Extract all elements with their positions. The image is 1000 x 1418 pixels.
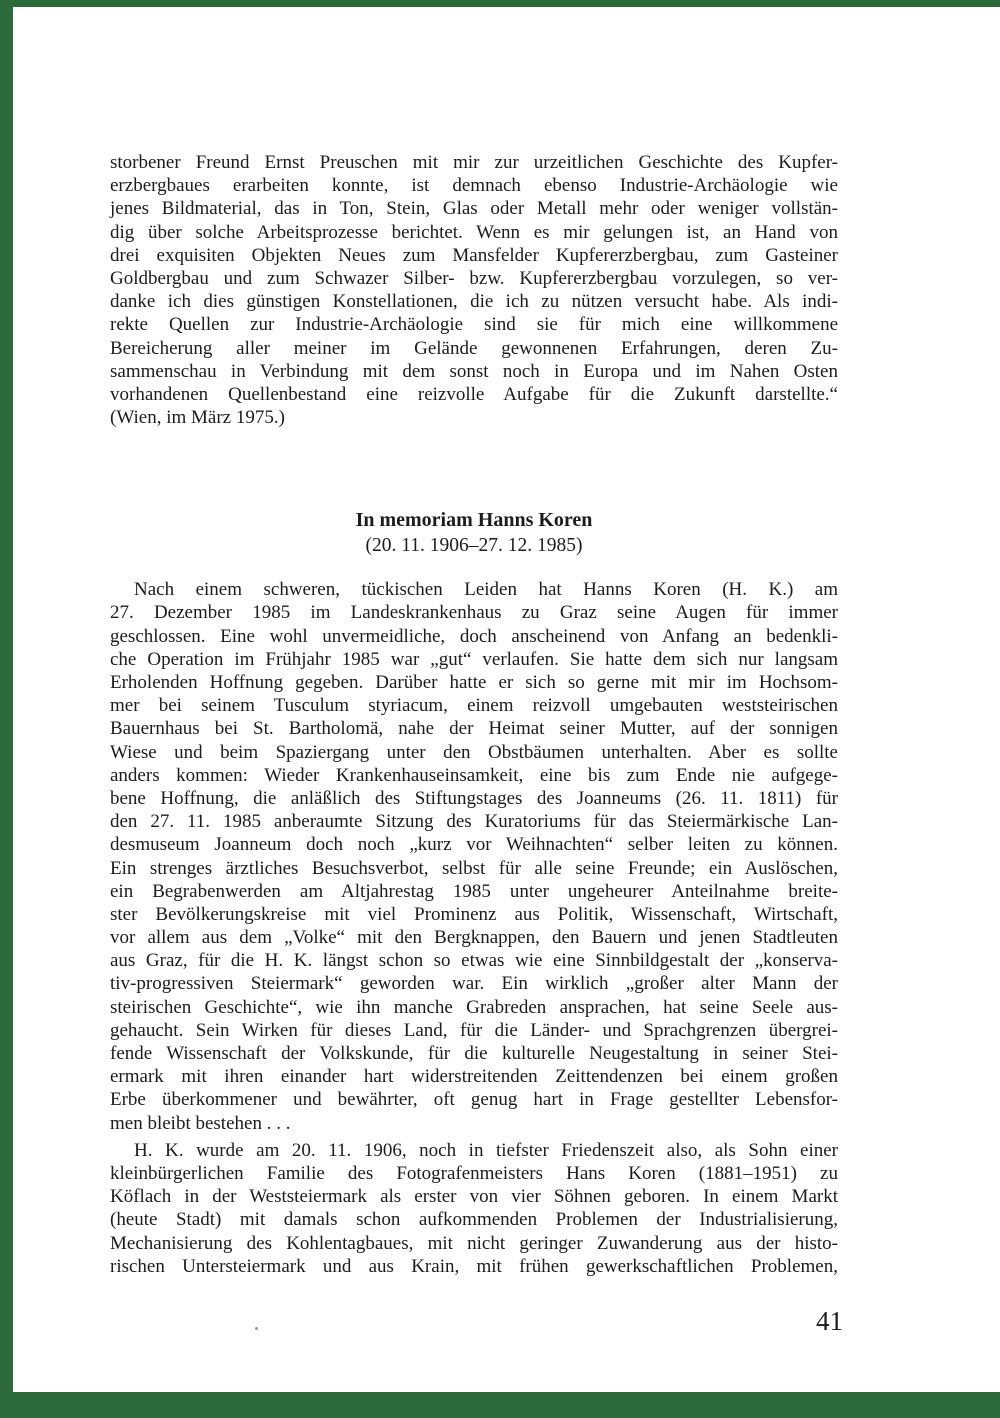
text-line: Nach einem schweren, tückischen Leiden hat Hanns Koren (H. K.) am <box>134 579 838 601</box>
text-line: aus Graz, für die H. K. längst schon so etwas wie eine Sinnbildgestalt der „konserva- <box>110 950 838 972</box>
text-line: danke ich dies günstigen Konstellationen, die ich zu nützen versucht habe. Als indi- <box>110 291 838 313</box>
text-line: (Wien, im März 1975.) <box>110 407 285 429</box>
text-line: Wiese und beim Spaziergang unter den Obstbäumen unterhalten. Aber es sollte <box>110 741 838 763</box>
text-line: ein Begrabenwerden am Altjahrestag 1985 unter ungeheurer Anteilnahme breite- <box>110 880 838 902</box>
text-line: gehaucht. Sein Wirken für dieses Land, für die Länder- und Sprachgrenzen übergrei- <box>110 1019 838 1041</box>
text-line: Erholenden Hoffnung gegeben. Darüber hatte er sich so gerne mit mir im Hochsom- <box>110 672 838 693</box>
text-line: den 27. 11. 1985 anberaumte Sitzung des Kuratoriums für das Steiermärkische Lan- <box>110 811 838 833</box>
page-number: 41 <box>816 1306 843 1336</box>
text-line: Mechanisierung des Kohlentagbaues, mit nicht geringer Zuwanderung aus der histo- <box>110 1232 838 1254</box>
text-line: Goldbergbau und zum Schwazer Silber- bzw. Kupfererzbergbau vorzulegen, so ver- <box>110 267 838 289</box>
text-line: drei exquisiten Objekten Neues zum Mansfelder Kupfererzbergbau, zum Gasteiner <box>110 244 838 266</box>
text-line: bene Hoffnung, die anläßlich des Stiftungstages des Joanneums (26. 11. 1811) für <box>110 787 838 809</box>
text-line: rekte Quellen zur Industrie-Archäologie sind sie für mich eine willkommene <box>110 314 838 336</box>
text-line: Ein strenges ärztliches Besuchsverbot, selbst für alle seine Freunde; ein Auslöschen, <box>110 857 838 879</box>
text-line: (heute Stadt) mit damals schon aufkommenden Problemen der Industrialisierung, <box>110 1209 838 1231</box>
text-line: Bauernhaus bei St. Bartholomä, nahe der Heimat seiner Mutter, auf der sonnigen <box>110 718 838 740</box>
text-line: geschlossen. Eine wohl unvermeidliche, doch anscheinend von Anfang an bedenkli- <box>110 625 838 647</box>
memoriam-dates: (20. 11. 1906–27. 12. 1985) <box>365 535 583 557</box>
text-line: vor allem aus dem „Volke“ mit den Bergknappen, den Bauern und jenen Stadtleuten <box>110 927 838 949</box>
text-line: erzbergbaues erarbeiten konnte, ist demnach ebenso Industrie-Archäologie wie <box>110 175 838 197</box>
text-line: men bleibt bestehen . . . <box>110 1112 291 1134</box>
text-line: sammenschau in Verbindung mit dem sonst noch in Europa und im Nahen Osten <box>110 360 838 382</box>
text-line: kleinbürgerlichen Familie des Fotografenmeisters Hans Koren (1881–1951) zu <box>110 1162 838 1184</box>
memoriam-heading: In memoriam Hanns Koren <box>355 509 593 532</box>
text-line: steirischen Geschichte“, wie ihn manche Grabreden ansprachen, hat seine Seele aus- <box>110 996 838 1018</box>
text-line: tiv-progressiven Steiermark“ geworden war. Ein wirklich „großer alter Mann der <box>110 973 838 995</box>
text-line: Bereicherung aller meiner im Gelände gewonnenen Erfahrungen, deren Zu- <box>110 337 838 359</box>
text-line: vorhandenen Quellenbestand eine reizvolle Aufgabe für die Zukunft darstellte.“ <box>110 383 838 405</box>
text-line: anders kommen: Wieder Krankenhauseinsamkeit, eine bis zum Ende nie aufgege- <box>110 764 838 786</box>
text-line: Köflach in der Weststeiermark als erster von vier Söhnen geboren. In einem Markt <box>110 1186 838 1208</box>
text-line: desmuseum Joanneum doch noch „kurz vor Weihnachten“ selber leiten zu können. <box>110 834 838 856</box>
paragraph-obituary <box>110 578 838 1135</box>
text-line: dig über solche Arbeitsprozesse berichtet. Wenn es mir gelungen ist, an Hand von <box>110 221 838 243</box>
paragraph-continuation <box>110 151 838 429</box>
text-line: jenes Bildmaterial, das in Ton, Stein, Glas oder Metall mehr oder weniger vollstän- <box>110 198 838 220</box>
text-line: mer bei seinem Tusculum styriacum, einem reizvoll umgebauten weststeirischen <box>110 695 838 717</box>
scan-speck <box>255 1327 258 1330</box>
text-line: fende Wissenschaft der Volkskunde, für die kulturelle Neugestaltung in seiner Stei- <box>110 1043 838 1064</box>
text-line: Erbe überkommener und bewährter, oft genug hart in Frage gestellter Lebensfor- <box>110 1089 838 1111</box>
text-line: che Operation im Frühjahr 1985 war „gut“ verlaufen. Sie hatte dem sich nur langsam <box>110 648 838 670</box>
paragraph-biography <box>110 1139 838 1278</box>
text-line: storbener Freund Ernst Preuschen mit mir zur urzeitlichen Geschichte des Kupfer- <box>110 152 838 173</box>
text-line: rischen Untersteiermark und aus Krain, mit frühen gewerkschaftlichen Problemen, <box>110 1255 838 1277</box>
text-line: H. K. wurde am 20. 11. 1906, noch in tiefster Friedenszeit also, als Sohn einer <box>134 1139 838 1161</box>
text-line: ster Bevölkerungskreise mit viel Prominenz aus Politik, Wissenschaft, Wirtschaft, <box>110 903 838 925</box>
text-line: ermark mit ihren einander hart widerstreitenden Zeittendenzen bei einem großen <box>110 1066 838 1088</box>
text-line: 27. Dezember 1985 im Landeskrankenhaus zu Graz seine Augen für immer <box>110 602 838 624</box>
